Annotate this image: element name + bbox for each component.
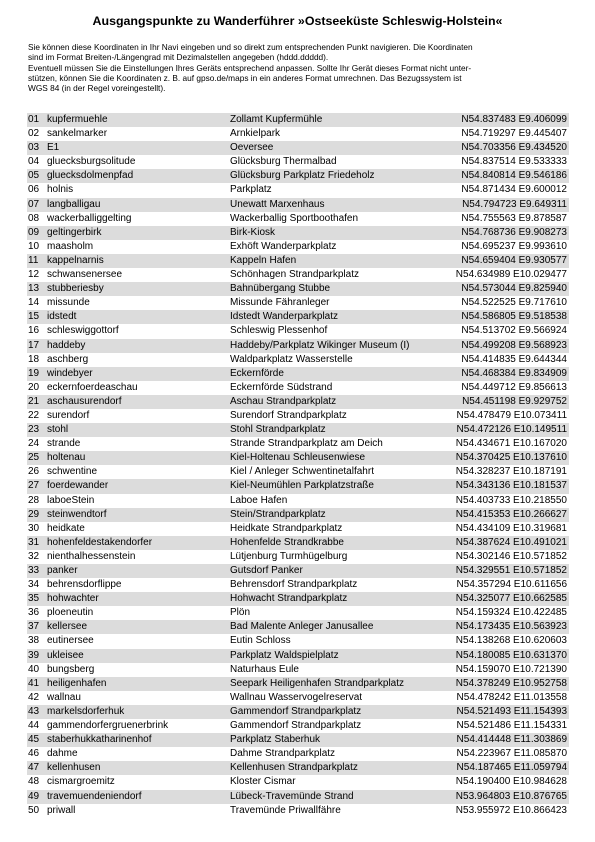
table-row xyxy=(27,310,569,324)
intro-line: WGS 84 (in der Regel voreingestellt). xyxy=(28,83,166,94)
coordinates: N54.159070 E10.721390 xyxy=(455,663,567,675)
table-row xyxy=(27,747,569,761)
coordinates: N54.325077 E10.662585 xyxy=(455,593,567,605)
row-number: 41 xyxy=(28,677,40,689)
place-name: Seepark Heiligenhafen Strandparkplatz xyxy=(230,677,404,689)
row-number: 24 xyxy=(28,438,40,450)
waypoint-code: sankelmarker xyxy=(47,128,108,140)
table-row xyxy=(27,790,569,804)
table-row xyxy=(27,367,569,381)
row-number: 12 xyxy=(28,269,40,281)
coordinates: N54.522525 E9.717610 xyxy=(461,297,567,309)
waypoint-code: dahme xyxy=(47,748,78,760)
coordinates: N54.837514 E9.533333 xyxy=(461,156,567,168)
table-row xyxy=(27,479,569,493)
waypoint-code: geltingerbirk xyxy=(47,226,102,238)
row-number: 42 xyxy=(28,691,40,703)
place-name: Gutsdorf Panker xyxy=(230,565,303,576)
place-name: Kiel / Anleger Schwentinetalfahrt xyxy=(230,466,374,478)
waypoint-code: cismargroemitz xyxy=(47,776,115,788)
table-row xyxy=(27,240,569,254)
table-row xyxy=(27,212,569,226)
row-number: 14 xyxy=(28,297,40,309)
table-row xyxy=(27,705,569,719)
coordinates: N54.415353 E10.266627 xyxy=(455,508,567,520)
table-row xyxy=(27,268,569,282)
place-name: Arnkielpark xyxy=(230,128,281,140)
table-row xyxy=(27,353,569,367)
place-name: Lübeck-Travemünde Strand xyxy=(230,790,354,802)
waypoint-code: missunde xyxy=(47,297,90,309)
waypoint-code: hohenfeldestakendorfer xyxy=(47,536,153,548)
table-row xyxy=(27,437,569,451)
table-row xyxy=(27,620,569,634)
waypoint-code: kappelnarnis xyxy=(47,254,104,266)
place-name: Exhöft Wanderparkplatz xyxy=(230,240,337,252)
place-name: Plön xyxy=(230,607,251,619)
row-number: 25 xyxy=(28,452,40,464)
waypoint-code: eckernfoerdeaschau xyxy=(47,381,138,393)
row-number: 22 xyxy=(28,409,40,421)
waypoint-code: heidkate xyxy=(47,522,85,534)
row-number: 01 xyxy=(28,114,40,125)
place-name: Travemünde Priwallfähre xyxy=(230,804,341,816)
intro-line: sind im Format Breiten-/Längengrad mit Dezimalstellen angegeben (hddd.ddddd). xyxy=(28,52,329,63)
waypoint-code: wackerballiggelting xyxy=(47,212,132,224)
table-row xyxy=(27,663,569,677)
coordinates: N54.302146 E10.571852 xyxy=(455,550,567,562)
waypoint-code: heiligenhafen xyxy=(47,677,107,689)
table-row xyxy=(27,691,569,705)
row-number: 32 xyxy=(28,550,40,562)
table-row xyxy=(27,578,569,592)
coordinates: N54.343136 E10.181537 xyxy=(455,480,567,492)
table-row xyxy=(27,198,569,212)
coordinates: N54.434109 E10.319681 xyxy=(455,522,567,534)
row-number: 10 xyxy=(28,240,40,252)
table-row xyxy=(27,381,569,395)
place-name: Oeversee xyxy=(230,142,274,154)
row-number: 20 xyxy=(28,381,40,393)
intro-line: stützen, können Sie die Koordinaten z. B. auf gpso.de/maps in ein anderes Format umrechnen. Das Bezugssystem ist xyxy=(28,72,462,83)
coordinates: N54.768736 E9.908273 xyxy=(461,226,567,238)
row-number: 27 xyxy=(28,480,40,492)
coordinates: N54.414835 E9.644344 xyxy=(461,353,567,365)
table-row xyxy=(27,395,569,409)
intro-line: Sie können diese Koordinaten in Ihr Navi eingeben und so direkt zum entsprechenden Punkt navigieren. Die Koordinaten xyxy=(28,42,473,52)
place-name: Strande Strandparkplatz am Deich xyxy=(230,438,383,450)
coordinates: N54.328237 E10.187191 xyxy=(455,466,567,478)
waypoint-code: stubberiesby xyxy=(47,283,104,295)
place-name: Bad Malente Anleger Janusallee xyxy=(230,621,374,633)
place-name: Hohenfelde Strandkrabbe xyxy=(230,536,344,548)
place-name: Lütjenburg Turmhügelburg xyxy=(230,550,348,562)
place-name: Laboe Hafen xyxy=(230,494,288,506)
row-number: 44 xyxy=(28,720,40,732)
table-row xyxy=(27,465,569,479)
coordinates: N54.472126 E10.149511 xyxy=(456,424,567,436)
waypoint-code: gammendorfergruenerbrink xyxy=(47,720,169,732)
table-row xyxy=(27,719,569,733)
table-row xyxy=(27,141,569,155)
row-number: 31 xyxy=(28,536,40,548)
row-number: 29 xyxy=(28,508,40,520)
waypoint-code: stohl xyxy=(47,424,69,436)
waypoint-code: holtenau xyxy=(47,452,86,464)
place-name: Naturhaus Eule xyxy=(230,663,299,675)
coordinates: N54.478479 E10.073411 xyxy=(456,409,567,421)
place-name: Bahnübergang Stubbe xyxy=(230,283,331,295)
coordinates: N54.634989 E10.029477 xyxy=(455,269,567,281)
place-name: Parkplatz Staberhuk xyxy=(230,734,321,746)
place-name: Birk-Kiosk xyxy=(230,226,276,238)
coordinates: N54.449712 E9.856613 xyxy=(461,381,567,393)
place-name: Kellenhusen Strandparkplatz xyxy=(230,762,358,774)
coordinates: N54.187465 E11.059794 xyxy=(456,762,567,774)
coordinates: N54.695237 E9.993610 xyxy=(461,240,567,252)
coordinates: N54.414448 E11.303869 xyxy=(456,734,567,746)
place-name: Eckernförde Südstrand xyxy=(230,381,333,393)
table-row xyxy=(27,423,569,437)
table-row xyxy=(27,254,569,268)
row-number: 48 xyxy=(28,776,40,788)
place-name: Behrensdorf Strandparkplatz xyxy=(230,579,358,591)
table-row xyxy=(27,451,569,465)
place-name: Kloster Cismar xyxy=(230,776,296,788)
row-number: 46 xyxy=(28,748,40,760)
place-name: Schleswig Plessenhof xyxy=(230,325,328,337)
place-name: Glücksburg Thermalbad xyxy=(230,156,337,168)
place-name: Waldparkplatz Wasserstelle xyxy=(230,353,353,365)
coordinates: N54.521486 E11.154331 xyxy=(456,720,567,732)
coordinates: N54.659404 E9.930577 xyxy=(461,254,567,266)
coordinates: N54.138268 E10.620603 xyxy=(455,635,567,647)
place-name: Hohwacht Strandparkplatz xyxy=(230,593,348,605)
coordinates: N54.586805 E9.518538 xyxy=(461,311,567,323)
coordinates: N54.521493 E11.154393 xyxy=(456,705,567,717)
row-number: 47 xyxy=(28,762,40,774)
coordinates: N54.840814 E9.546186 xyxy=(461,170,567,182)
waypoint-code: travemuendeniendorf xyxy=(47,790,142,802)
table-row xyxy=(27,296,569,310)
waypoint-code: laboeStein xyxy=(47,494,95,506)
coordinates: N54.573044 E9.825940 xyxy=(461,283,567,295)
waypoint-code: ploeneutin xyxy=(47,607,94,619)
place-name: Gammendorf Strandparkplatz xyxy=(230,705,362,717)
table-row xyxy=(27,634,569,648)
coordinates-table xyxy=(27,113,569,818)
row-number: 09 xyxy=(28,226,40,238)
row-number: 28 xyxy=(28,494,40,506)
row-number: 37 xyxy=(28,621,40,633)
waypoint-code: schleswiggottorf xyxy=(47,325,119,337)
coordinates: N53.964803 E10.876765 xyxy=(455,790,567,802)
place-name: Glücksburg Parkplatz Friedeholz xyxy=(230,170,375,182)
place-name: Eckernförde xyxy=(230,367,284,379)
table-row xyxy=(27,564,569,578)
table-row xyxy=(27,761,569,775)
coordinates: N54.468384 E9.834909 xyxy=(461,367,567,379)
row-number: 07 xyxy=(28,198,40,210)
row-number: 16 xyxy=(28,325,40,337)
waypoint-code: ukleisee xyxy=(47,649,84,661)
waypoint-code: behrensdorflippe xyxy=(47,579,122,591)
intro-paragraph xyxy=(28,42,573,93)
place-name: Gammendorf Strandparkplatz xyxy=(230,720,362,732)
row-number: 23 xyxy=(28,424,40,436)
place-name: Eutin Schloss xyxy=(230,635,291,647)
coordinates: N54.871434 E9.600012 xyxy=(461,184,567,196)
row-number: 06 xyxy=(28,184,40,196)
coordinates: N54.703356 E9.434520 xyxy=(461,142,567,154)
coordinates: N54.794723 E9.649311 xyxy=(462,198,567,210)
row-number: 36 xyxy=(28,607,40,619)
waypoint-code: bungsberg xyxy=(47,663,95,675)
place-name: Zollamt Kupfermühle xyxy=(230,114,323,125)
waypoint-code: markelsdorferhuk xyxy=(47,705,125,717)
waypoint-code: surendorf xyxy=(47,409,90,421)
waypoint-code: steinwendtorf xyxy=(47,508,107,520)
place-name: Heidkate Strandparkplatz xyxy=(230,522,343,534)
row-number: 43 xyxy=(28,705,40,717)
row-number: 17 xyxy=(28,339,40,351)
table-row xyxy=(27,550,569,564)
waypoint-code: schwentine xyxy=(47,466,98,478)
table-row xyxy=(27,127,569,141)
waypoint-code: holnis xyxy=(47,184,74,196)
waypoint-code: E1 xyxy=(47,142,60,154)
table-row xyxy=(27,282,569,296)
waypoint-code: staberhukkatharinenhof xyxy=(47,734,152,746)
table-row xyxy=(27,677,569,691)
place-name: Surendorf Strandparkplatz xyxy=(230,409,347,421)
waypoint-code: kellenhusen xyxy=(47,762,101,774)
coordinates: N54.223967 E11.085870 xyxy=(456,748,567,760)
table-row xyxy=(27,113,569,127)
table-row xyxy=(27,733,569,747)
row-number: 18 xyxy=(28,353,40,365)
coordinates: N54.837483 E9.406099 xyxy=(461,114,567,125)
coordinates: N54.513702 E9.566924 xyxy=(461,325,567,337)
coordinates: N54.159324 E10.422485 xyxy=(455,607,567,619)
place-name: Idstedt Wanderparkplatz xyxy=(230,311,339,323)
waypoint-code: haddeby xyxy=(47,339,86,351)
row-number: 02 xyxy=(28,128,40,140)
row-number: 11 xyxy=(28,254,39,266)
row-number: 39 xyxy=(28,649,40,661)
row-number: 04 xyxy=(28,156,40,168)
row-number: 34 xyxy=(28,579,40,591)
waypoint-code: langballigau xyxy=(47,198,101,210)
place-name: Kiel-Neumühlen Parkplatzstraße xyxy=(230,480,374,492)
waypoint-code: windebyer xyxy=(47,367,93,379)
table-row xyxy=(27,592,569,606)
page-title: Ausgangspunkte zu Wanderführer »Ostseeküste Schleswig-Holstein« xyxy=(92,14,503,28)
coordinates: N53.955972 E10.866423 xyxy=(455,804,567,816)
waypoint-code: gluecksburgsolitude xyxy=(47,156,136,168)
row-number: 21 xyxy=(28,395,40,407)
table-row xyxy=(27,169,569,183)
place-name: Kappeln Hafen xyxy=(230,254,297,266)
table-row xyxy=(27,775,569,789)
row-number: 35 xyxy=(28,593,40,605)
waypoint-code: hohwachter xyxy=(47,593,99,605)
place-name: Stein/Strandparkplatz xyxy=(230,508,326,520)
coordinates: N54.357294 E10.611656 xyxy=(456,579,567,591)
coordinates: N54.190400 E10.984628 xyxy=(455,776,567,788)
table-row xyxy=(27,649,569,663)
waypoint-code: aschausurendorf xyxy=(47,395,122,407)
place-name: Schönhagen Strandparkplatz xyxy=(230,269,359,281)
row-number: 50 xyxy=(28,804,40,816)
coordinates: N54.403733 E10.218550 xyxy=(455,494,567,506)
coordinates: N54.378249 E10.952758 xyxy=(455,677,567,689)
table-row xyxy=(27,324,569,338)
table-row xyxy=(27,226,569,240)
waypoint-code: eutinersee xyxy=(47,635,94,647)
place-name: Unewatt Marxenhaus xyxy=(230,198,325,210)
coordinates: N54.434671 E10.167020 xyxy=(455,438,567,450)
waypoint-code: kellersee xyxy=(47,621,88,633)
place-name: Parkplatz Waldspielplatz xyxy=(230,649,339,661)
place-name: Wackerballig Sportboothafen xyxy=(230,212,359,224)
table-row xyxy=(27,508,569,522)
waypoint-code: panker xyxy=(47,565,78,576)
table-row xyxy=(27,494,569,508)
row-number: 13 xyxy=(28,283,40,295)
row-number: 03 xyxy=(28,142,40,154)
place-name: Parkplatz xyxy=(230,184,272,196)
coordinates: N54.755563 E9.878587 xyxy=(461,212,567,224)
coordinates: N54.370425 E10.137610 xyxy=(455,452,567,464)
coordinates: N54.329551 E10.571852 xyxy=(455,565,567,576)
waypoint-code: idstedt xyxy=(47,311,77,323)
table-row xyxy=(27,339,569,353)
place-name: Kiel-Holtenau Schleusenwiese xyxy=(230,452,366,464)
waypoint-code: strande xyxy=(47,438,81,450)
waypoint-code: wallnau xyxy=(47,691,81,703)
row-number: 49 xyxy=(28,790,40,802)
waypoint-code: kupfermuehle xyxy=(47,114,108,125)
place-name: Missunde Fähranleger xyxy=(230,297,330,309)
table-row xyxy=(27,409,569,423)
waypoint-code: schwansenersee xyxy=(47,269,123,281)
row-number: 15 xyxy=(28,311,40,323)
table-row xyxy=(27,522,569,536)
waypoint-code: aschberg xyxy=(47,353,89,365)
coordinates: N54.451198 E9.929752 xyxy=(462,395,567,407)
row-number: 40 xyxy=(28,663,40,675)
table-row xyxy=(27,536,569,550)
table-row xyxy=(27,606,569,620)
waypoint-code: gluecksdolmenpfad xyxy=(47,170,134,182)
row-number: 08 xyxy=(28,212,40,224)
waypoint-code: maasholm xyxy=(47,240,94,252)
intro-line: Eventuell müssen Sie die Einstellungen Ihres Geräts entsprechend anpassen. Sollte Ihr Gerät dieses Format nicht unter- xyxy=(28,62,472,73)
place-name: Stohl Strandparkplatz xyxy=(230,424,326,436)
coordinates: N54.499208 E9.568923 xyxy=(461,339,567,351)
waypoint-code: priwall xyxy=(47,804,76,816)
row-number: 45 xyxy=(28,734,40,746)
waypoint-code: foerdewander xyxy=(47,480,109,492)
waypoint-code: nienthalhessenstein xyxy=(47,550,136,562)
table-row xyxy=(27,804,569,818)
place-name: Wallnau Wasservogelreservat xyxy=(230,691,363,703)
place-name: Haddeby/Parkplatz Wikinger Museum (I) xyxy=(230,339,410,351)
row-number: 33 xyxy=(28,565,40,576)
row-number: 19 xyxy=(28,367,40,379)
place-name: Dahme Strandparkplatz xyxy=(230,748,336,760)
place-name: Aschau Strandparkplatz xyxy=(230,395,337,407)
table-row xyxy=(27,183,569,197)
row-number: 05 xyxy=(28,170,40,182)
coordinates: N54.173435 E10.563923 xyxy=(455,621,567,633)
table-row xyxy=(27,155,569,169)
coordinates: N54.180085 E10.631370 xyxy=(455,649,567,661)
coordinates: N54.387624 E10.491021 xyxy=(455,536,567,548)
coordinates: N54.478242 E11.013558 xyxy=(456,691,567,703)
row-number: 26 xyxy=(28,466,40,478)
row-number: 38 xyxy=(28,635,40,647)
row-number: 30 xyxy=(28,522,40,534)
coordinates: N54.719297 E9.445407 xyxy=(461,128,567,140)
